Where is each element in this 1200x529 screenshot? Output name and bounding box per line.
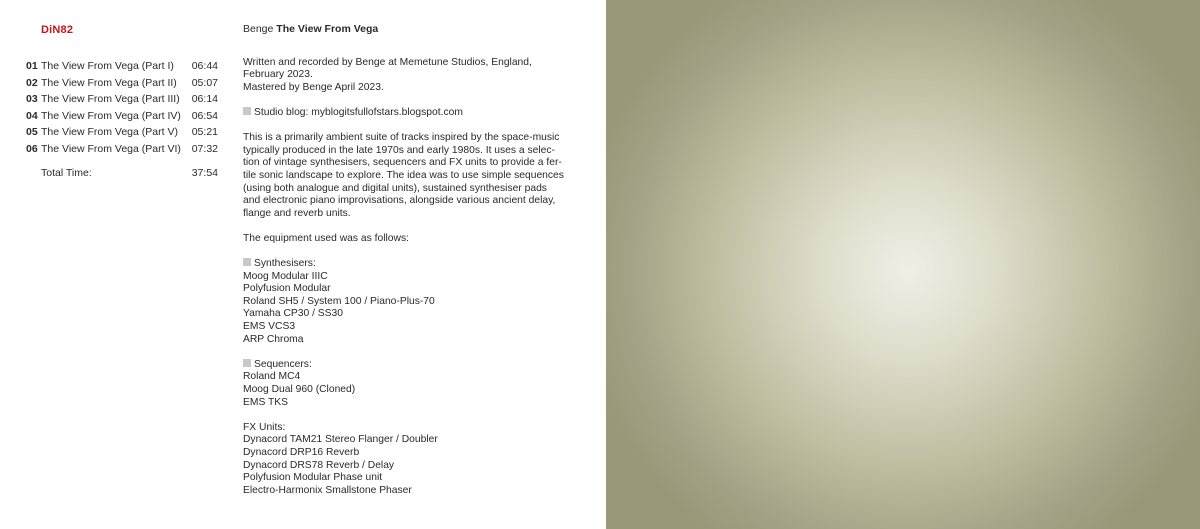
equipment-item: EMS TKS bbox=[243, 396, 289, 408]
liner-notes bbox=[243, 23, 563, 510]
track-row bbox=[26, 141, 218, 158]
track-duration: 05:07 bbox=[191, 76, 218, 89]
studio-blog bbox=[243, 107, 563, 120]
fx-units-section bbox=[243, 422, 563, 498]
track-duration: 05:21 bbox=[191, 126, 218, 139]
bullet-square-icon bbox=[243, 107, 251, 115]
description-line: This is a primarily ambient suite of tracks inspired by the space-music bbox=[243, 132, 560, 144]
tracklist bbox=[26, 58, 218, 158]
track-title: The View From Vega (Part II) bbox=[41, 76, 177, 89]
track-number: 01 bbox=[26, 60, 38, 72]
total-time-value: 37:54 bbox=[191, 167, 218, 179]
track-row bbox=[26, 91, 218, 108]
track-duration: 06:44 bbox=[191, 60, 218, 72]
total-time-row bbox=[41, 165, 218, 181]
track-row bbox=[26, 75, 218, 92]
sequencers-heading bbox=[243, 359, 563, 372]
bullet-square-icon bbox=[243, 258, 251, 266]
sequencers-section bbox=[243, 359, 563, 409]
description-line: and electronic piano improvisations, alongside various ancient delay, bbox=[243, 195, 556, 207]
track-number: 05 bbox=[26, 126, 38, 139]
total-time-label: Total Time: bbox=[41, 167, 92, 179]
equipment-item: Roland SH5 / System 100 / Piano-Plus-70 bbox=[243, 295, 435, 307]
track-number: 06 bbox=[26, 142, 38, 155]
equipment-item: Polyfusion Modular bbox=[243, 283, 331, 295]
description-line: typically produced in the late 1970s and early 1980s. It uses a selec- bbox=[243, 144, 555, 156]
album-header bbox=[243, 23, 563, 36]
equipment-item: Dynacord DRP16 Reverb bbox=[243, 447, 360, 458]
cover-gradient-panel bbox=[606, 0, 1200, 529]
equipment-item: Dynacord TAM21 Stereo Flanger / Doubler bbox=[243, 434, 438, 446]
equipment-intro: The equipment used was as follows: bbox=[243, 232, 409, 244]
fx-units-heading: FX Units: bbox=[243, 421, 286, 433]
track-title: The View From Vega (Part IV) bbox=[41, 109, 181, 122]
track-number: 02 bbox=[26, 76, 38, 89]
credits-line: Mastered by Benge April 2023. bbox=[243, 81, 384, 93]
synthesisers-heading-text: Synthesisers: bbox=[254, 258, 316, 270]
equipment-item: Dynacord DRS78 Reverb / Delay bbox=[243, 459, 395, 471]
track-duration: 06:54 bbox=[191, 109, 218, 122]
description bbox=[243, 132, 563, 220]
description-line: (using both analogue and digital units), sustained synthesiser pads bbox=[243, 182, 547, 194]
equipment-item: Electro-Harmonix Smallstone Phaser bbox=[243, 484, 412, 496]
track-duration: 06:14 bbox=[191, 93, 218, 106]
track-title: The View From Vega (Part VI) bbox=[41, 142, 181, 155]
label-code: DiN82 bbox=[41, 24, 74, 36]
description-line: tile sonic landscape to explore. The idea was to use simple sequences bbox=[243, 169, 564, 181]
equipment-item: Polyfusion Modular Phase unit bbox=[243, 472, 383, 484]
equipment-item: ARP Chroma bbox=[243, 333, 304, 345]
description-line: tion of vintage synthesisers, sequencers and FX units to provide a fer- bbox=[243, 157, 562, 169]
album-title: The View From Vega bbox=[276, 23, 379, 35]
track-number: 03 bbox=[26, 93, 38, 106]
track-row bbox=[26, 58, 218, 75]
description-line: flange and reverb units. bbox=[243, 207, 351, 219]
synthesisers-section bbox=[243, 258, 563, 346]
equipment-item: Moog Modular IIIC bbox=[243, 270, 328, 282]
credits bbox=[243, 57, 563, 95]
track-row bbox=[26, 124, 218, 141]
equipment-item: Yamaha CP30 / SS30 bbox=[243, 308, 343, 320]
track-duration: 07:32 bbox=[191, 142, 218, 155]
track-row bbox=[26, 108, 218, 125]
credits-line: February 2023. bbox=[243, 69, 313, 81]
track-title: The View From Vega (Part V) bbox=[41, 126, 178, 139]
artist-name: Benge bbox=[243, 23, 274, 35]
track-title: The View From Vega (Part I) bbox=[41, 60, 174, 72]
bullet-square-icon bbox=[243, 359, 251, 367]
track-number: 04 bbox=[26, 109, 38, 122]
equipment-item: Roland MC4 bbox=[243, 371, 301, 383]
credits-line: Written and recorded by Benge at Memetune Studios, England, bbox=[243, 56, 532, 68]
sequencers-heading-text: Sequencers: bbox=[254, 358, 312, 370]
equipment-item: EMS VCS3 bbox=[243, 321, 296, 333]
track-title: The View From Vega (Part III) bbox=[41, 93, 180, 106]
synthesisers-heading bbox=[243, 258, 563, 271]
equipment-item: Moog Dual 960 (Cloned) bbox=[243, 384, 356, 396]
studio-blog-text: Studio blog: myblogitsfullofstars.blogspot.com bbox=[254, 106, 463, 118]
